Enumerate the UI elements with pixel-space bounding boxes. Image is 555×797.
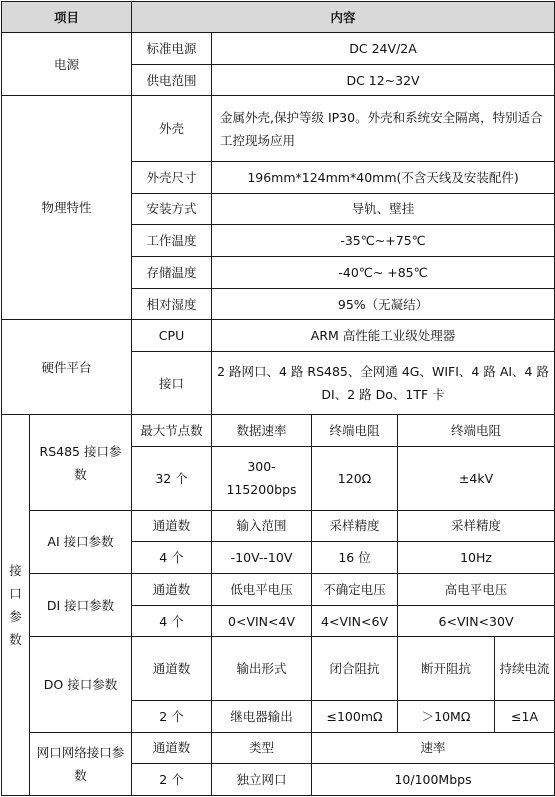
physical-shell-label: 外壳 (132, 96, 212, 161)
spec-table (1, 1, 555, 796)
net-h3: 速率 (312, 732, 555, 764)
ai-v4: 10Hz (398, 542, 555, 574)
di-h2: 低电平电压 (212, 574, 312, 606)
power-range-value: DC 12~32V (212, 64, 555, 96)
rs485-v4: ±4kV (398, 447, 555, 510)
ai-v1: 4 个 (132, 542, 212, 574)
header-content: 内容 (132, 2, 555, 33)
hardware-group-label: 硬件平台 (2, 320, 132, 415)
net-v2: 独立网口 (212, 764, 312, 796)
physical-sttemp-value: -40℃~ +85℃ (212, 256, 555, 288)
power-range-label: 供电范围 (132, 64, 212, 96)
do-v3: ≤100mΩ (312, 700, 398, 732)
physical-optemp-label: 工作温度 (132, 225, 212, 257)
net-h1: 通道数 (132, 732, 212, 764)
di-v2: 0<VIN<4V (212, 605, 312, 637)
ai-v2: -10V--10V (212, 542, 312, 574)
do-v5: ≤1A (495, 700, 555, 732)
physical-mount-label: 安装方式 (132, 193, 212, 225)
rs485-h4: 终端电阻 (398, 415, 555, 447)
di-v4: 6<VIN<30V (398, 605, 555, 637)
physical-humidity-label: 相对湿度 (132, 288, 212, 320)
physical-size-label: 外壳尺寸 (132, 161, 212, 193)
hardware-iface-value: 2 路网口、4 路 RS485、全网通 4G、WIFI、4 路 AI、4 路 DI、2 路 Do、1TF 卡 (212, 352, 555, 415)
rs485-v2: 300-115200bps (212, 447, 312, 510)
di-v3: 4<VIN<6V (312, 605, 398, 637)
rs485-v1: 32 个 (132, 447, 212, 510)
physical-size-value: 196mm*124mm*40mm(不含天线及安装配件) (212, 161, 555, 193)
interface-group-char-4: 数 (9, 632, 22, 648)
header-item: 项目 (2, 2, 132, 33)
net-h2: 类型 (212, 732, 312, 764)
di-h1: 通道数 (132, 574, 212, 606)
interface-group-label (2, 415, 30, 796)
physical-shell-value: 金属外壳,保护等级 IP30。外壳和系统安全隔离，特别适合工控现场应用 (212, 96, 555, 161)
rs485-v3: 120Ω (312, 447, 398, 510)
physical-optemp-value: -35℃~+75℃ (212, 225, 555, 257)
physical-group-label: 物理特性 (2, 96, 132, 320)
hardware-cpu-value: ARM 高性能工业级处理器 (212, 320, 555, 352)
rs485-label: RS485 接口参数 (30, 415, 132, 510)
do-h2: 输出形式 (212, 637, 312, 700)
do-v1: 2 个 (132, 700, 212, 732)
di-label: DI 接口参数 (30, 574, 132, 637)
do-v2: 继电器输出 (212, 700, 312, 732)
ai-h1: 通道数 (132, 510, 212, 542)
rs485-h2: 数据速率 (212, 415, 312, 447)
do-v4: ＞10MΩ (398, 700, 495, 732)
power-std-label: 标准电源 (132, 33, 212, 65)
net-v1: 2 个 (132, 764, 212, 796)
power-std-value: DC 24V/2A (212, 33, 555, 65)
header-row (2, 2, 555, 33)
hardware-iface-label: 接口 (132, 352, 212, 415)
net-v3: 10/100Mbps (312, 764, 555, 796)
net-label: 网口网络接口参数 (30, 732, 132, 795)
di-h3: 不确定电压 (312, 574, 398, 606)
do-label: DO 接口参数 (30, 637, 132, 732)
hardware-cpu-label: CPU (132, 320, 212, 352)
rs485-h1: 最大节点数 (132, 415, 212, 447)
interface-group-char-2: 口 (9, 586, 22, 602)
di-v1: 4 个 (132, 605, 212, 637)
ai-h2: 输入范围 (212, 510, 312, 542)
interface-group-char-1: 接 (9, 563, 22, 579)
ai-h3: 采样精度 (312, 510, 398, 542)
rs485-h3: 终端电阻 (312, 415, 398, 447)
physical-humidity-value: 95%（无凝结） (212, 288, 555, 320)
ai-label: AI 接口参数 (30, 510, 132, 573)
do-h5: 持续电流 (495, 637, 555, 700)
do-h4: 断开阻抗 (398, 637, 495, 700)
power-group-label: 电源 (2, 33, 132, 96)
do-h1: 通道数 (132, 637, 212, 700)
di-h4: 高电平电压 (398, 574, 555, 606)
ai-h4: 采样精度 (398, 510, 555, 542)
do-h3: 闭合阻抗 (312, 637, 398, 700)
physical-sttemp-label: 存储温度 (132, 256, 212, 288)
ai-v3: 16 位 (312, 542, 398, 574)
interface-group-char-3: 参 (9, 609, 22, 625)
physical-mount-value: 导轨、壁挂 (212, 193, 555, 225)
